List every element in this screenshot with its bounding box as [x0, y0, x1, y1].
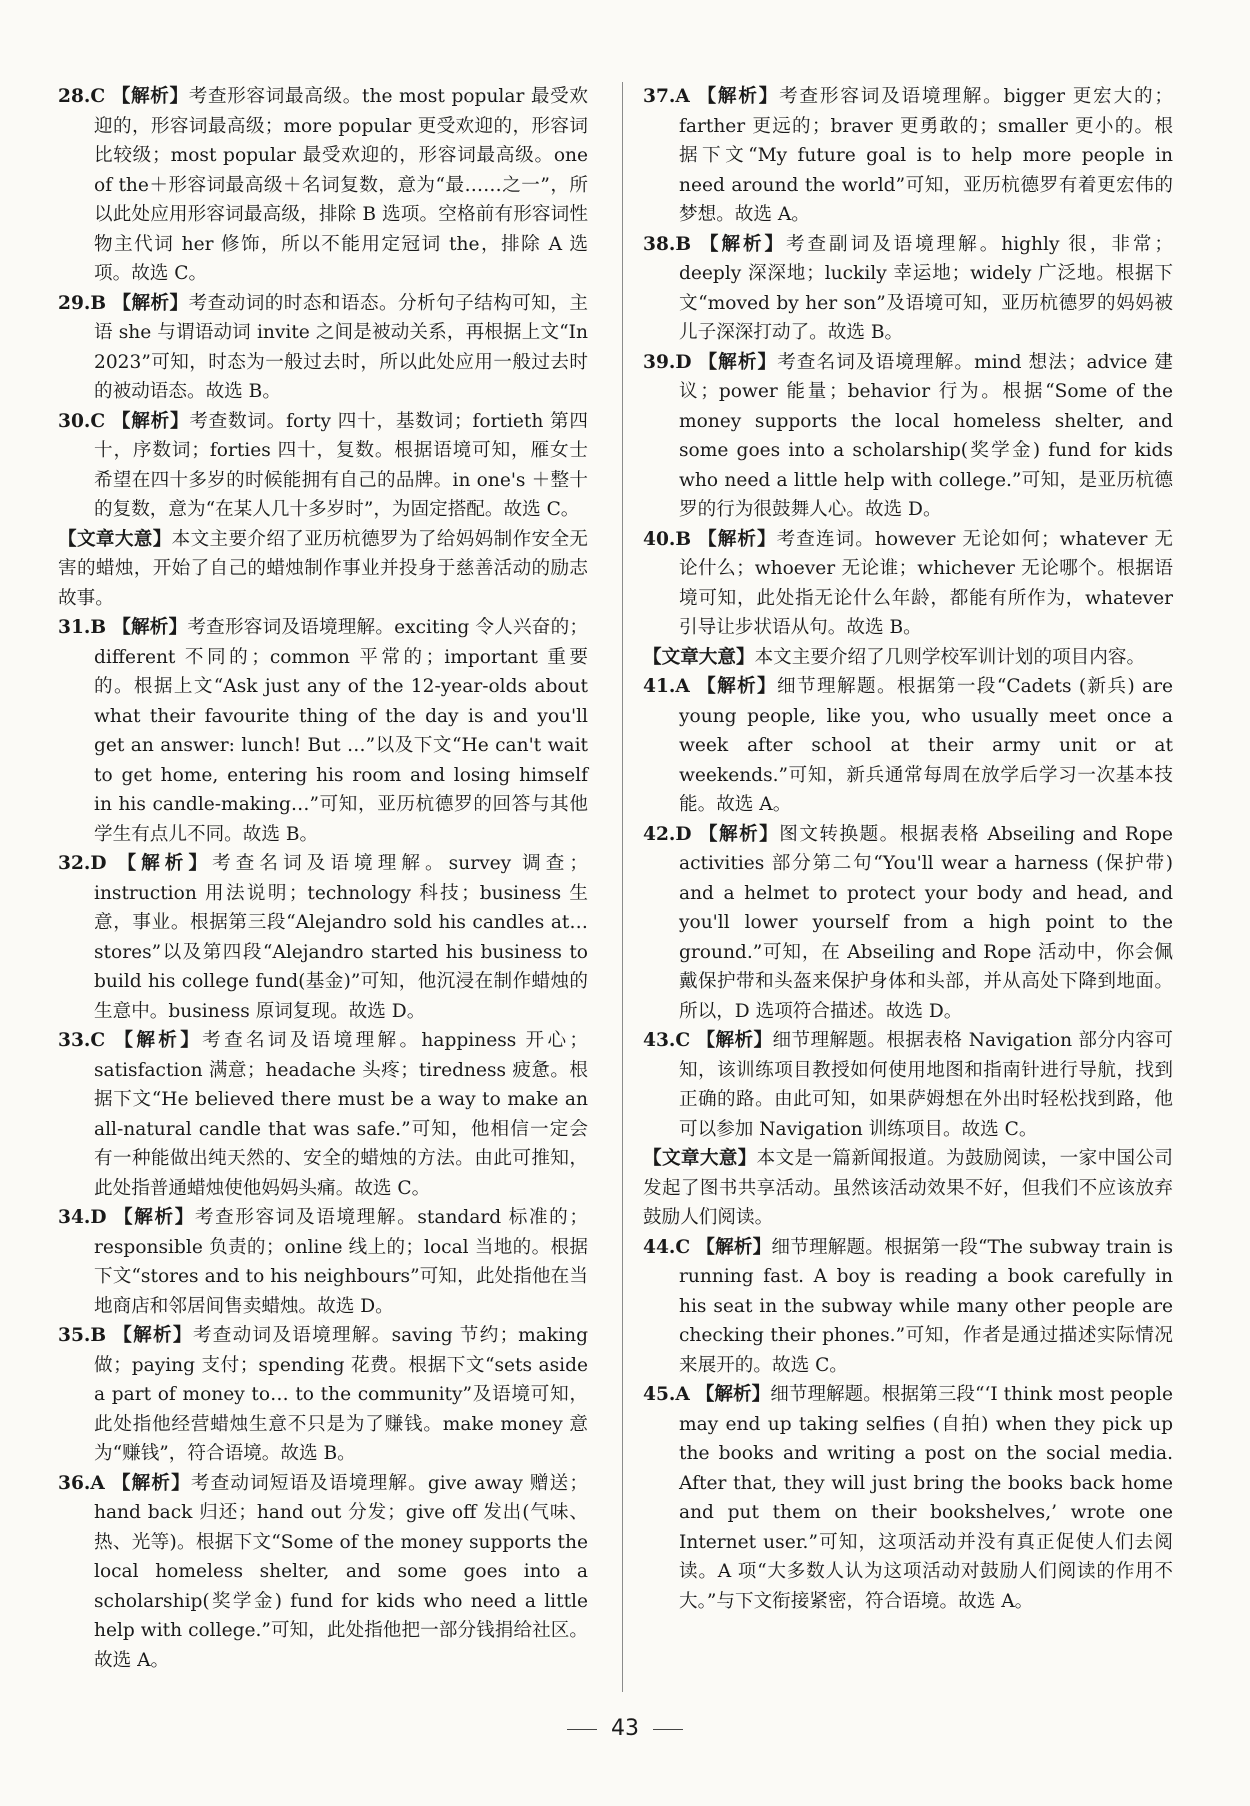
question-number: 32.	[58, 853, 91, 874]
question-number: 38.	[643, 233, 676, 255]
answer-letter: A	[675, 86, 690, 107]
answer-letter: C	[675, 1236, 691, 1258]
analysis-text: 图文转换题。根据表格 Abseiling and Rope activities 部分第二句“You'll wear a harness (保护带) and a helmet to protect your body and head, and you'll lower yourself from a high point to the ground.”可知，在 Abseiling and Rope 活动中，你会佩戴保护带和头盔来保护身体和头部，并从高处下降到地面。所以，D 选项符合描述。故选 D。	[679, 823, 1173, 1022]
analysis-tag: 【解析】	[697, 676, 778, 697]
question-number: 29.	[58, 292, 91, 314]
analysis-text: 考查副词及语境理解。highly 很，非常；deeply 深深地；luckily 幸运地；widely 广泛地。根据下文“moved by her son”及语境可知，亚历杭德罗的妈妈被儿子深深打动了。故选 B。	[679, 233, 1173, 343]
question-number: 28.	[58, 86, 91, 107]
answer-item	[643, 672, 1173, 820]
summary-text: 本文主要介绍了几则学校军训计划的项目内容。	[754, 646, 1146, 668]
analysis-text: 细节理解题。根据表格 Navigation 部分内容可知，该训练项目教授如何使用地图和指南针进行导航，找到正确的路。由此可知，如果萨姆想在外出时轻松找到路，他可以参加 Navigation 训练项目。故选 C。	[679, 1030, 1173, 1140]
analysis-text: 考查数词。forty 四十，基数词；fortieth 第四十，序数词；forties 四十，复数。根据语境可知，雁女士希望在四十多岁的时候能拥有自己的品牌。in one's ＋整十的复数，意为“在某人几十多岁时”，为固定搭配。故选 C。	[94, 410, 588, 520]
question-number: 34.	[58, 1207, 91, 1228]
analysis-tag: 【解析】	[697, 86, 780, 107]
answer-letter: C	[90, 86, 106, 107]
answer-item	[643, 1026, 1173, 1144]
question-number: 41.	[643, 676, 676, 697]
analysis-text: 考查形容词及语境理解。standard 标准的；responsible 负责的；online 线上的；local 当地的。根据下文“stores and to his neighbours”可知，此处指他在当地商店和邻居间售卖蜡烛。故选 D。	[94, 1207, 588, 1317]
answer-item	[58, 407, 588, 525]
analysis-tag: 【解析】	[111, 1472, 191, 1494]
question-number: 30.	[58, 410, 91, 432]
summary-text: 本文主要介绍了亚历杭德罗为了给妈妈制作安全无害的蜡烛，开始了自己的蜡烛制作事业并投身于慈善活动的励志故事。	[58, 528, 588, 609]
analysis-text: 考查名词及语境理解。happiness 开心；satisfaction 满意；headache 头疼；tiredness 疲惫。根据下文“He believed there must be a way to make an all-natural candle that was safe.”可知，他相信一定会有一种能做出纯天然的、安全的蜡烛的方法。由此可推知，此处指普通蜡烛使他妈妈头痛。故选 C。	[94, 1030, 588, 1199]
answer-item	[58, 613, 588, 849]
summary-tag: 【文章大意】	[643, 1148, 757, 1169]
analysis-tag: 【解析】	[112, 617, 188, 638]
article-summary	[643, 643, 1173, 673]
page-number: 43	[611, 1716, 639, 1741]
analysis-tag: 【解析】	[698, 351, 778, 373]
answer-item	[643, 820, 1173, 1027]
answer-letter: C	[90, 1030, 106, 1051]
question-number: 42.	[643, 823, 676, 845]
answer-item	[58, 1203, 588, 1321]
answer-letter: D	[675, 823, 692, 845]
left-column	[58, 82, 588, 1675]
answer-letter: A	[675, 676, 690, 697]
question-number: 37.	[643, 86, 676, 107]
analysis-tag: 【解析】	[113, 1325, 193, 1346]
summary-tag: 【文章大意】	[643, 646, 755, 668]
analysis-text: 考查动词的时态和语态。分析句子结构可知，主语 she 与谓语动词 invite 之间是被动关系，再根据上文“In 2023”可知，时态为一般过去时，所以此处应用一般过去时的被动语态。故选 B。	[94, 292, 588, 402]
analysis-tag: 【解析】	[117, 853, 213, 874]
analysis-text: 细节理解题。根据第三段“‘I think most people may end up taking selfies (自拍) when they pick up the books and writing a post on the social media. After that, they will just bring the books back home and put them on their bookshelves,’ wrote one Internet user.”可知，这项活动并没有真正促使人们去阅读。A 项“大多数人认为这项活动对鼓励人们阅读的作用不大。”与下文衔接紧密，符合语境。故选 A。	[679, 1384, 1173, 1612]
answer-item	[643, 230, 1173, 348]
answer-item	[643, 525, 1173, 643]
analysis-text: 考查形容词及语境理解。exciting 令人兴奋的；different 不同的；common 平常的；important 重要的。根据上文“Ask just any of the 12-year-olds about what their favourite thing of the day is and you'll get an answer: lunch! But …”以及下文“He can't wait to get home, entering his room and losing himself in his candle-making…”可知，亚历杭德罗的回答与其他学生有点儿不同。故选 B。	[94, 617, 588, 845]
footer-dash-left	[567, 1729, 597, 1730]
analysis-text: 考查名词及语境理解。mind 想法；advice 建议；power 能量；behavior 行为。根据“Some of the money supports the local homeless shelter, and some goes into a scholarship(奖学金) fund for kids who need a little help with college.”可知，是亚历杭德罗的行为很鼓舞人心。故选 D。	[679, 351, 1173, 520]
article-summary	[643, 1144, 1173, 1233]
analysis-text: 考查名词及语境理解。survey 调查；instruction 用法说明；technology 科技；business 生意，事业。根据第三段“Alejandro sold his candles at… stores”以及第四段“Alejandro started his business to build his college fund(基金)”可知，他沉浸在制作蜡烛的生意中。business 原词复现。故选 D。	[94, 853, 588, 1022]
analysis-tag: 【解析】	[698, 823, 780, 845]
question-number: 40.	[643, 528, 676, 550]
answer-letter: A	[90, 1472, 105, 1494]
analysis-tag: 【解析】	[114, 1207, 195, 1228]
analysis-text: 考查动词短语及语境理解。give away 赠送；hand back 归还；hand out 分发；give off 发出(气味、热、光等)。根据下文“Some of the money supports the local homeless shelter, and some goes into a scholarship(奖学金) fund for kids who need a little help with college.”可知，此处指他把一部分钱捐给社区。故选 A。	[94, 1472, 588, 1671]
analysis-tag: 【解析】	[112, 292, 189, 314]
article-summary	[58, 525, 588, 614]
analysis-tag: 【解析】	[114, 1030, 203, 1051]
column-divider	[622, 82, 623, 1692]
analysis-text: 考查动词及语境理解。saving 节约；making 做；paying 支付；spending 花费。根据下文“sets aside a part of money to… to the community”及语境可知，此处指他经营蜡烛生意不只是为了赚钱。make money 意为“赚钱”，符合语境。故选 B。	[94, 1325, 588, 1464]
analysis-text: 考查形容词及语境理解。bigger 更宏大的；farther 更远的；braver 更勇敢的；smaller 更小的。根据下文“My future goal is to help more people in need around the world”可知，亚历杭德罗有着更宏伟的梦想。故选 A。	[679, 86, 1173, 225]
answer-letter: C	[675, 1030, 691, 1051]
question-number: 35.	[58, 1325, 91, 1346]
answer-item	[58, 1026, 588, 1203]
answer-letter: B	[90, 1325, 107, 1346]
analysis-tag: 【解析】	[696, 1236, 772, 1258]
analysis-text: 考查形容词最高级。the most popular 最受欢迎的，形容词最高级；more popular 更受欢迎的，形容词比较级；most popular 最受欢迎的，形容词最高级。one of the＋形容词最高级＋名词复数，意为“最……之一”，所以此处应用形容词最高级，排除 B 选项。空格前有形容词性物主代词 her 修饰，所以不能用定冠词 the，排除 A 选项。故选 C。	[94, 86, 588, 284]
answer-item	[58, 1321, 588, 1469]
summary-text: 本文是一篇新闻报道。为鼓励阅读，一家中国公司发起了图书共享活动。虽然该活动效果不好，但我们不应该放弃鼓励人们阅读。	[643, 1148, 1173, 1228]
footer-dash-right	[653, 1729, 683, 1730]
answer-letter: A	[675, 1384, 690, 1405]
answer-item	[643, 1380, 1173, 1616]
answer-item	[58, 289, 588, 407]
answer-letter: D	[675, 351, 692, 373]
answer-item	[643, 1233, 1173, 1381]
answer-item	[643, 82, 1173, 230]
answer-letter: D	[90, 1207, 107, 1228]
analysis-text: 考查连词。however 无论如何；whatever 无论什么；whoever 无论谁；whichever 无论哪个。根据语境可知，此处指无论什么年龄，都能有所作为，whatever 引导让步状语从句。故选 B。	[679, 528, 1173, 638]
analysis-tag: 【解析】	[696, 1030, 773, 1051]
question-number: 36.	[58, 1472, 91, 1494]
analysis-tag: 【解析】	[111, 410, 190, 432]
page-footer	[0, 1716, 1250, 1741]
analysis-tag: 【解析】	[698, 528, 777, 550]
answer-letter: B	[675, 233, 692, 255]
answer-letter: B	[90, 617, 107, 638]
analysis-text: 细节理解题。根据第一段“The subway train is running fast. A boy is reading a book carefully in his seat in the subway while many other people are checking their phones.”可知，作者是通过描述实际情况来展开的。故选 C。	[679, 1236, 1173, 1376]
answer-item	[58, 849, 588, 1026]
answer-letter: D	[90, 853, 107, 874]
right-column	[643, 82, 1173, 1616]
question-number: 31.	[58, 617, 91, 638]
summary-tag: 【文章大意】	[58, 528, 172, 550]
answer-item	[643, 348, 1173, 525]
analysis-tag: 【解析】	[699, 233, 787, 255]
answer-letter: B	[675, 528, 692, 550]
answer-item	[58, 82, 588, 289]
answer-letter: C	[90, 410, 106, 432]
question-number: 39.	[643, 351, 676, 373]
answer-item	[58, 1469, 588, 1676]
question-number: 33.	[58, 1030, 91, 1051]
analysis-text: 细节理解题。根据第一段“Cadets (新兵) are young people, like you, who usually meet once a week after school at their army unit or at weekends.”可知，新兵通常每周在放学后学习一次基本技能。故选 A。	[679, 676, 1174, 815]
question-number: 43.	[643, 1030, 676, 1051]
analysis-tag: 【解析】	[111, 86, 189, 107]
answer-letter: B	[90, 292, 107, 314]
question-number: 44.	[643, 1236, 676, 1258]
question-number: 45.	[643, 1384, 676, 1405]
analysis-tag: 【解析】	[695, 1384, 771, 1405]
